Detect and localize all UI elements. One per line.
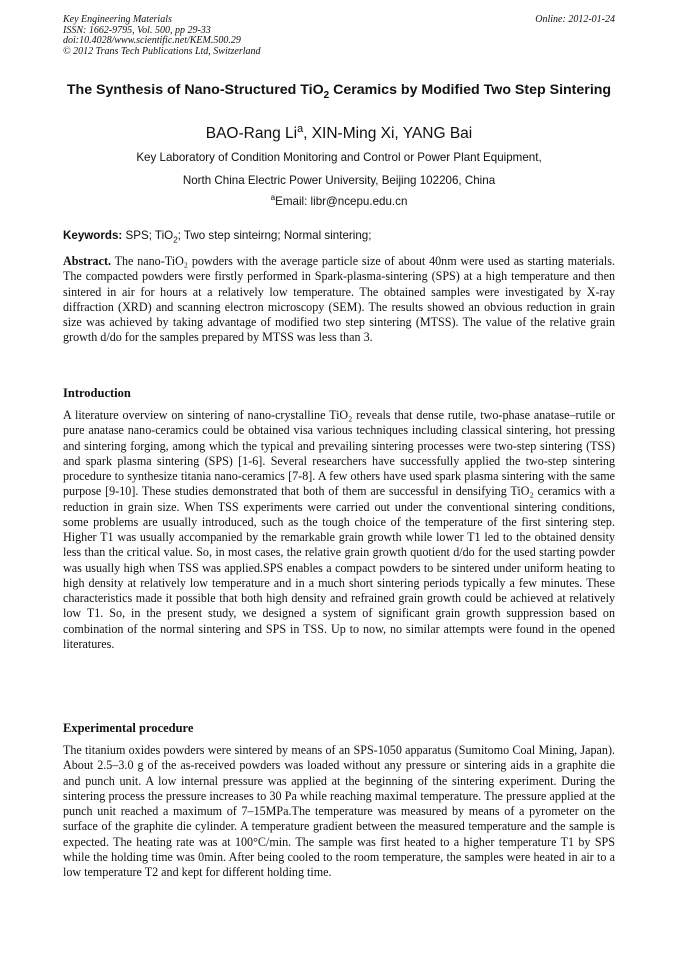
author-superscript: a (297, 122, 304, 135)
abstract-label: Abstract. (63, 254, 112, 268)
title-text-rest: Ceramics by Modified Two Step Sintering (329, 82, 612, 98)
paper-title (40, 81, 638, 100)
title-text: The Synthesis of Nano-Structured TiO (66, 82, 324, 98)
first-author: BAO-Rang Li (205, 125, 298, 142)
email-line (40, 195, 638, 209)
other-authors: , XIN-Ming Xi, YANG Bai (303, 125, 473, 142)
abstract (63, 254, 615, 346)
author-list (40, 122, 638, 143)
introduction-text: A literature overview on sintering of nano-crystalline TiO₂ reveals that dense rutile, two-phase anatase–rutile or pure anatase nano-ceramics could be obtained visa various techniques including classical sintering, hot pressing and sintering forging, among which the typical and prevailing sintering processes were two-step sintering (TSS) and spark plasma sintering (SPS) [1-6]. Several researchers have successfully applied the two-step sintering procedure to synthesize titania nano-ceramics [7-8]. A few others have used spark plasma sintering with the same purpose [9-10]. These studies demonstrated that both of them are successful in densifying TiO₂ ceramics with a reduction in grain size. When TSS experiments were carried out under the conventional sintering conditions, some problems are usually introduced, such as the tough choice of the temperature of the first sintering step. Higher T1 was usually accompanied by the remarkable grain growth while lower T1 led to the obtained density less than the critical value. So, in most cases, the relative grain growth quotient d/do for the used starting powder was usually high when TSS was applied.SPS enables a compact powders to be sintered under uniform heating to high density at relatively low temperature and in a much short sintering periods typically a few minutes. These characteristics made it possible that both high density and refrained grain growth could be achieved at relatively low T1. So, in the present study, we designed a system of significant grain growth suppression based on combination of the normal sintering and SPS in TSS. Up to now, no similar attempts were found in the opened literatures. (63, 408, 615, 651)
experimental-text: The titanium oxides powders were sintered by means of an SPS-1050 apparatus (Sumitomo Coal Mining, Japan). About 2.5–3.0 g of the as-received powders was loaded without any pressure or sintering aids in a graphite die and punch unit. A low internal pressure was applied at the beginning of the sintering experiment. During the sintering process the pressure increases to 30 Pa while reaching maximal temperature. The pressure applied at the punch unit reached a maximum of 7–15MPa.The temperature was measured by means of a pyrometer on the surface of the graphite die cylinder. A temperature gradient between the measured temperature and the sample is expected. The heating rate was at 100°C/min. The sample was first heated to a higher temperature T1 by SPS while the holding time was 0min. After being cooled to the room temperature, the samples were heated in air to a low temperature T2 and kept for different holding time. (63, 743, 615, 879)
email-address[interactable]: Email: libr@ncepu.edu.cn (275, 195, 408, 208)
doi-line: doi:10.4028/www.scientific.net/KEM.500.29 (63, 35, 241, 47)
online-date: Online: 2012-01-24 (535, 14, 615, 25)
keywords-label: Keywords: (63, 229, 123, 242)
experimental-heading: Experimental procedure (63, 721, 194, 735)
journal-name: Key Engineering Materials (63, 14, 172, 25)
issn-line: ISSN: 1662-9795, Vol. 500, pp 29-33 (63, 24, 211, 36)
keywords (63, 229, 615, 243)
keywords-text-rest: ; Two step sinteirng; Normal sintering; (177, 229, 372, 242)
keywords-text: SPS; TiO (122, 229, 174, 242)
journal-header (63, 15, 615, 57)
affiliation-line-2: North China Electric Power University, Beijing 102206, China (182, 174, 496, 187)
introduction-heading: Introduction (63, 386, 131, 400)
affiliation-line-1: Key Laboratory of Condition Monitoring and Control or Power Plant Equipment, (136, 151, 542, 164)
title-subscript: 2 (323, 89, 330, 101)
email-superscript: a (270, 193, 276, 203)
copyright-line: © 2012 Trans Tech Publications Ltd, Switzerland (63, 45, 261, 57)
keywords-subscript: 2 (173, 235, 178, 245)
abstract-text: The nano-TiO₂ powders with the average particle size of about 40nm were used as starting materials. The compacted powders were firstly performed in Spark-plasma-sintering (SPS) at a high temperature and then sintered in air for hours at a relatively low temperature. The obtained samples were investigated by X-ray diffraction (XRD) and scanning electron microscopy (SEM). The results showed an obvious reduction in grain size was achieved by taking advantage of modified two step sintering (MTSS). The value of the relative grain growth d/do for the samples prepared by MTSS was less than 3. (63, 254, 615, 345)
